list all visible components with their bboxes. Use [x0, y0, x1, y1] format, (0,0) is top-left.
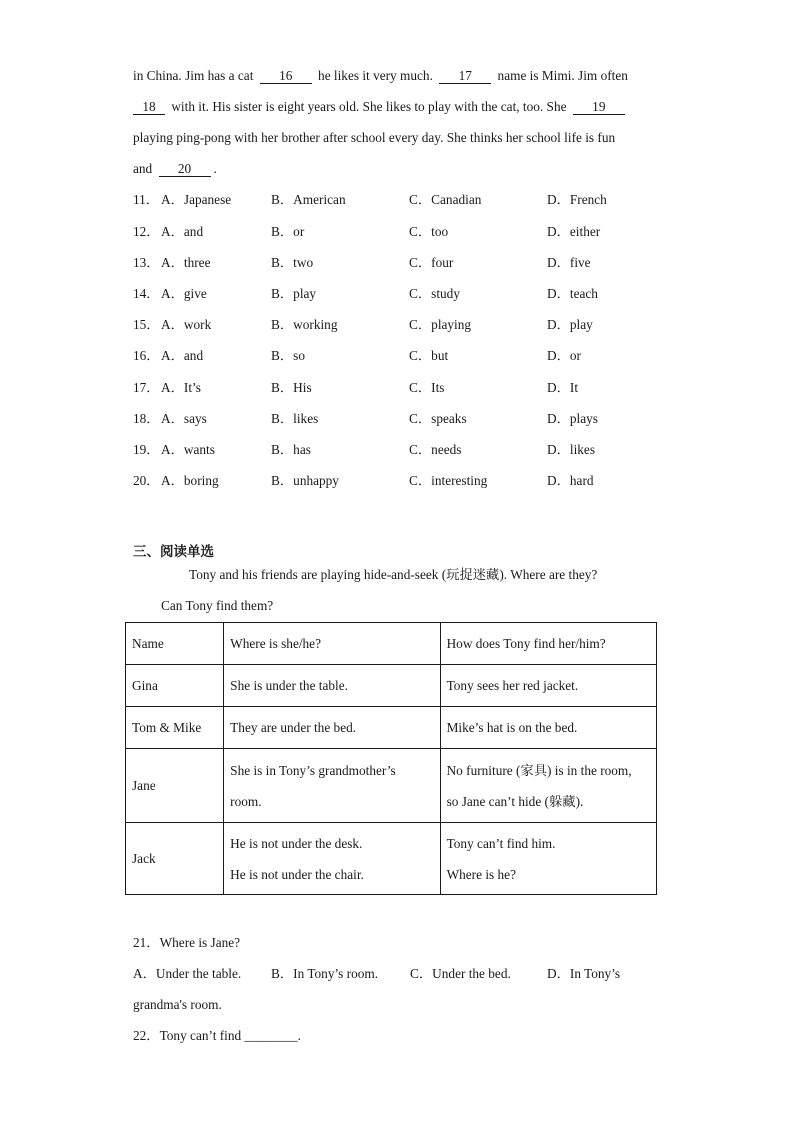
option-c[interactable]: C．Canadian — [409, 192, 482, 207]
option-d[interactable]: D．It — [547, 380, 579, 395]
table-cell-name: Gina — [126, 665, 224, 707]
question-number: 13． — [133, 255, 160, 270]
option-a[interactable]: A．boring — [161, 473, 219, 488]
option-b[interactable]: B．so — [271, 348, 305, 363]
option-c[interactable]: C．four — [409, 255, 454, 270]
option-a[interactable]: A．Japanese — [161, 192, 232, 207]
cell-line: room. — [230, 793, 262, 809]
option-d[interactable]: D．teach — [547, 286, 598, 301]
option-b[interactable]: B．has — [271, 442, 311, 457]
question-number: 19． — [133, 442, 160, 457]
option-b[interactable]: B．American — [271, 192, 346, 207]
table-cell-where — [224, 823, 440, 895]
passage-line-3 — [133, 129, 615, 147]
table-header-cell: How does Tony find her/him? — [440, 623, 656, 665]
table-cell-name: Jane — [126, 749, 224, 823]
table-header-cell: Where is she/he? — [224, 623, 440, 665]
option-b[interactable]: B．likes — [271, 411, 319, 426]
option-a[interactable]: A．It’s — [161, 380, 201, 395]
blank-19: 19 — [573, 99, 625, 115]
table-header-row — [126, 623, 657, 665]
option-b[interactable]: B．or — [271, 224, 305, 239]
blank-20: 20 — [159, 161, 211, 177]
cell-line: They are under the bed. — [230, 720, 357, 735]
blank-17: 17 — [439, 68, 491, 84]
option-b[interactable]: B．In Tony’s room. — [271, 966, 379, 981]
cell-line: She is under the table. — [230, 678, 348, 693]
option-d[interactable]: D．plays — [547, 411, 598, 426]
option-a[interactable]: A．and — [161, 348, 204, 363]
option-d[interactable]: D．five — [547, 255, 591, 270]
table-cell-where — [224, 665, 440, 707]
question-number: 15． — [133, 317, 160, 332]
question-number: 12． — [133, 224, 160, 239]
passage-line-1 — [133, 67, 628, 85]
passage-text: he likes it very much. — [318, 68, 433, 83]
option-c[interactable]: C．too — [409, 224, 449, 239]
table-cell-how — [440, 823, 656, 895]
option-a[interactable]: A．wants — [161, 442, 215, 457]
option-b[interactable]: B．unhappy — [271, 473, 339, 488]
question-number: 18． — [133, 411, 160, 426]
option-d-continued: grandma's room. — [133, 997, 222, 1012]
option-d[interactable]: D．French — [547, 192, 607, 207]
option-d[interactable]: D．In Tony’s — [547, 966, 621, 981]
passage-text: in China. Jim has a cat — [133, 68, 254, 83]
table-header-cell: Name — [126, 623, 224, 665]
table-cell-name: Tom & Mike — [126, 707, 224, 749]
table-cell-where — [224, 749, 440, 823]
option-d[interactable]: D．likes — [547, 442, 596, 457]
option-b[interactable]: B．play — [271, 286, 317, 301]
cell-line: Tony sees her red jacket. — [446, 678, 579, 693]
table-cell-how — [440, 707, 656, 749]
cell-line: so Jane can’t hide (躲藏). — [446, 793, 584, 809]
table-row — [126, 749, 657, 823]
reading-intro-line-1: Tony and his friends are playing hide-and-seek (玩捉迷藏). Where are they? — [189, 567, 598, 582]
reading-intro-line-2: Can Tony find them? — [161, 598, 274, 613]
option-c[interactable]: C．playing — [409, 317, 472, 332]
option-c[interactable]: C．needs — [409, 442, 462, 457]
option-a[interactable]: A．give — [161, 286, 207, 301]
option-a[interactable]: A．three — [161, 255, 211, 270]
option-c[interactable]: C．speaks — [409, 411, 467, 426]
cell-line: Tony can’t find him. — [446, 835, 556, 851]
section-title: 三、阅读单选 — [133, 544, 214, 560]
passage-line-2 — [133, 98, 628, 116]
passage-text: with it. His sister is eight years old. She likes to play with the cat, too. She — [171, 99, 567, 114]
option-b[interactable]: B．His — [271, 380, 312, 395]
option-b[interactable]: B．working — [271, 317, 338, 332]
option-c[interactable]: C．but — [409, 348, 449, 363]
question-22-stem: 22．Tony can’t find ________. — [133, 1028, 301, 1043]
option-d[interactable]: D．or — [547, 348, 581, 363]
blank-16: 16 — [260, 68, 312, 84]
question-number: 14． — [133, 286, 160, 301]
option-d[interactable]: D．hard — [547, 473, 594, 488]
cell-line: He is not under the chair. — [230, 866, 364, 882]
passage-text: . — [213, 161, 217, 176]
passage-text: playing ping-pong with her brother after school every day. She thinks her school life is fun — [133, 130, 616, 145]
option-a[interactable]: A．Under the table. — [133, 966, 242, 981]
cell-line: Mike’s hat is on the bed. — [446, 720, 578, 735]
passage-text: and — [133, 161, 153, 176]
table-row — [126, 707, 657, 749]
table-cell-where — [224, 707, 440, 749]
option-c[interactable]: C．Under the bed. — [410, 966, 511, 981]
option-d[interactable]: D．play — [547, 317, 593, 332]
cell-line: He is not under the desk. — [230, 835, 363, 851]
question-21-options — [133, 965, 733, 983]
option-d[interactable]: D．either — [547, 224, 601, 239]
table-cell-name: Jack — [126, 823, 224, 895]
table-row — [126, 823, 657, 895]
passage-text: name is Mimi. Jim often — [497, 68, 628, 83]
option-c[interactable]: C．interesting — [409, 473, 488, 488]
cell-line: No furniture (家具) is in the room, — [446, 762, 632, 778]
question-number: 20． — [133, 473, 160, 488]
blank-18: 18 — [133, 99, 165, 115]
option-c[interactable]: C．Its — [409, 380, 445, 395]
table-cell-how — [440, 665, 656, 707]
option-c[interactable]: C．study — [409, 286, 460, 301]
question-number: 17． — [133, 380, 160, 395]
cell-line: Where is he? — [446, 866, 516, 882]
passage-line-4 — [133, 160, 217, 178]
hide-and-seek-table — [125, 622, 657, 895]
table-cell-how — [440, 749, 656, 823]
table-row — [126, 665, 657, 707]
question-21-stem: 21．Where is Jane? — [133, 935, 241, 950]
question-number: 16． — [133, 348, 160, 363]
cell-line: She is in Tony’s grandmother’s — [230, 762, 396, 778]
option-a[interactable]: A．work — [161, 317, 212, 332]
option-a[interactable]: A．says — [161, 411, 207, 426]
question-number: 11． — [133, 192, 160, 207]
option-a[interactable]: A．and — [161, 224, 204, 239]
option-b[interactable]: B．two — [271, 255, 314, 270]
